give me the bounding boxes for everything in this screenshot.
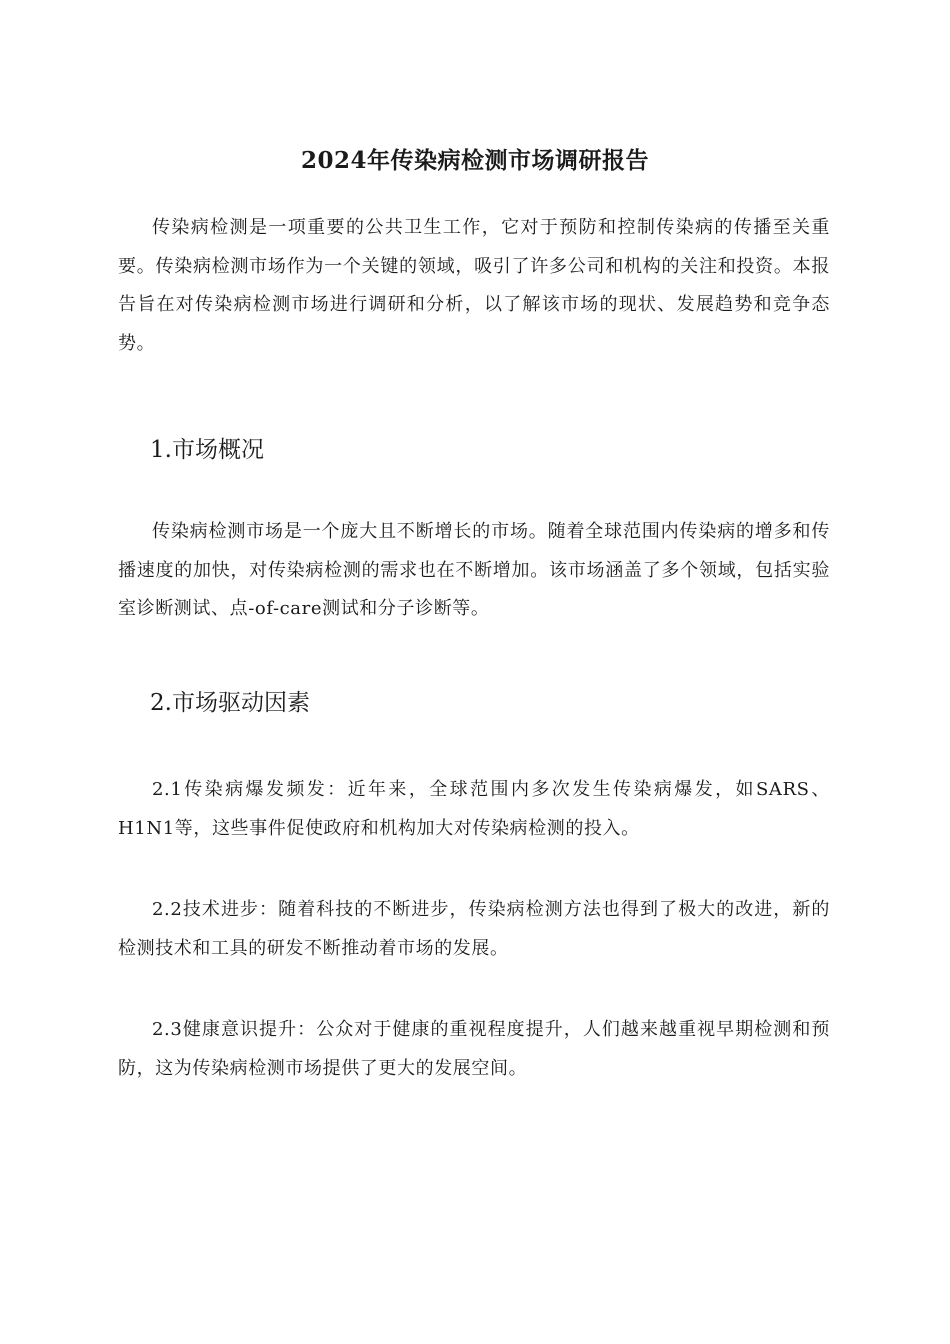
driver-paragraph-outbreaks: 2.1传染病爆发频发：近年来，全球范围内多次发生传染病爆发，如SARS、H1N1等，这些事件促使政府和机构加大对传染病检测的投入。 [118,779,830,839]
intro-paragraph: 传染病检测是一项重要的公共卫生工作，它对于预防和控制传染病的传播至关重要。传染病检测市场作为一个关键的领域，吸引了许多公司和机构的关注和投资。本报告旨在对传染病检测市场进行调研和分析，以了解该市场的现状、发展趋势和竞争态势。 [118,217,830,354]
section-heading-market-drivers: 2.市场驱动因素 [150,690,310,716]
section-heading-market-overview: 1.市场概况 [150,437,264,463]
document-title: 2024年传染病检测市场调研报告 [300,147,649,175]
driver-paragraph-health-awareness: 2.3健康意识提升：公众对于健康的重视程度提升，人们越来越重视早期检测和预防，这为传染病检测市场提供了更大的发展空间。 [118,1019,830,1079]
market-overview-paragraph: 传染病检测市场是一个庞大且不断增长的市场。随着全球范围内传染病的增多和传播速度的加快，对传染病检测的需求也在不断增加。该市场涵盖了多个领域，包括实验室诊断测试、点-of-care测试和分子诊断等。 [118,521,830,619]
driver-paragraph-technology: 2.2技术进步：随着科技的不断进步，传染病检测方法也得到了极大的改进，新的检测技术和工具的研发不断推动着市场的发展。 [118,899,830,959]
